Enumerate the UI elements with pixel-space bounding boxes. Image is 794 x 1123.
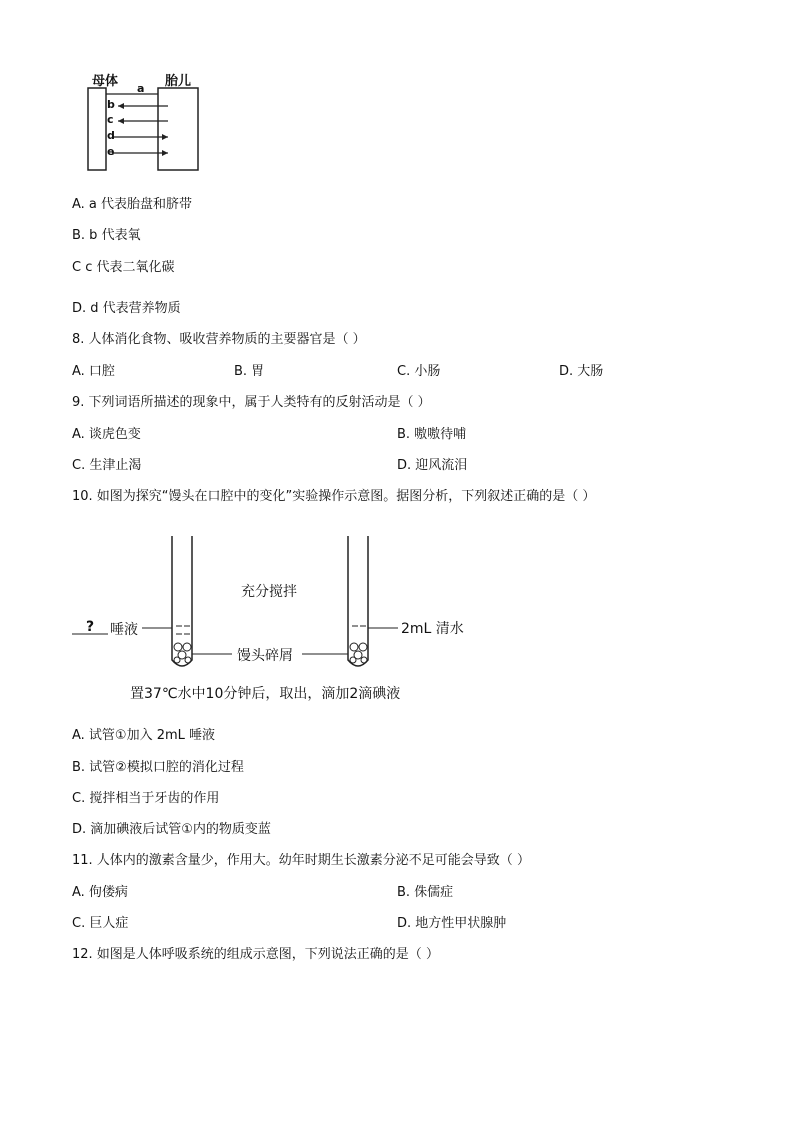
letter-b: b <box>107 98 115 111</box>
q11-option-b: B. 侏儒症 <box>397 885 454 900</box>
q10-option-b: B. 试管②模拟口腔的消化过程 <box>72 760 244 775</box>
bread-label: 馒头碎屑 <box>237 648 293 664</box>
saliva-label: 唾液 <box>110 622 138 638</box>
q9-option-d: D. 迎风流泪 <box>397 458 468 473</box>
q8-option-d: D. 大肠 <box>559 364 604 379</box>
q9-stem: 9. 下列词语所描述的现象中，属于人类特有的反射活动是（ ） <box>72 395 431 410</box>
letter-e: e <box>107 145 115 158</box>
q11-option-d: D. 地方性甲状腺肿 <box>397 916 507 931</box>
q9-option-b: B. 嗷嗷待哺 <box>397 427 467 442</box>
q10-option-c: C. 搅拌相当于牙齿的作用 <box>72 791 220 806</box>
fetus-label: 胎儿 <box>165 74 192 89</box>
letter-d: d <box>107 129 115 142</box>
q8-option-a: A. 口腔 <box>72 364 115 379</box>
water-label: 2mL 清水 <box>401 621 464 637</box>
mother-box <box>88 88 106 170</box>
q10-option-d: D. 滴加碘液后试管①内的物质变蓝 <box>72 822 271 837</box>
unknown-mark: ? <box>86 619 95 635</box>
q7-option-b: B. b 代表氧 <box>72 228 141 243</box>
q11-option-a: A. 佝偻病 <box>72 885 128 900</box>
mother-label: 母体 <box>92 74 119 89</box>
q9-option-a: A. 谈虎色变 <box>72 427 141 442</box>
letter-a: a <box>137 82 145 95</box>
q10-option-a: A. 试管①加入 2mL 唾液 <box>72 728 216 743</box>
q12-stem: 12. 如图是人体呼吸系统的组成示意图，下列说法正确的是（ ） <box>72 947 439 962</box>
q10-stem: 10. 如图为探究“馒头在口腔中的变化”实验操作示意图。据图分析，下列叙述正确的是（ ） <box>72 489 596 504</box>
q9-option-c: C. 生津止渴 <box>72 458 142 473</box>
q8-stem: 8. 人体消化食物、吸收营养物质的主要器官是（ ） <box>72 332 366 347</box>
q11-option-c: C. 巨人症 <box>72 916 129 931</box>
placenta-diagram <box>0 0 794 200</box>
q7-option-a: A. a 代表胎盘和脐带 <box>72 197 193 212</box>
q11-stem: 11. 人体内的激素含量少，作用大。幼年时期生长激素分泌不足可能会导致（ ） <box>72 853 530 868</box>
q7-option-c: C c 代表二氧化碳 <box>72 260 175 275</box>
q8-option-b: B. 胃 <box>234 364 265 379</box>
tube-caption: 置37℃水中10分钟后，取出，滴加2滴碘液 <box>130 686 401 702</box>
fetus-box <box>158 88 198 170</box>
q7-option-d: D. d 代表营养物质 <box>72 301 181 316</box>
stir-label: 充分搅拌 <box>241 584 297 600</box>
letter-c: c <box>107 113 114 126</box>
q8-option-c: C. 小肠 <box>397 364 441 379</box>
